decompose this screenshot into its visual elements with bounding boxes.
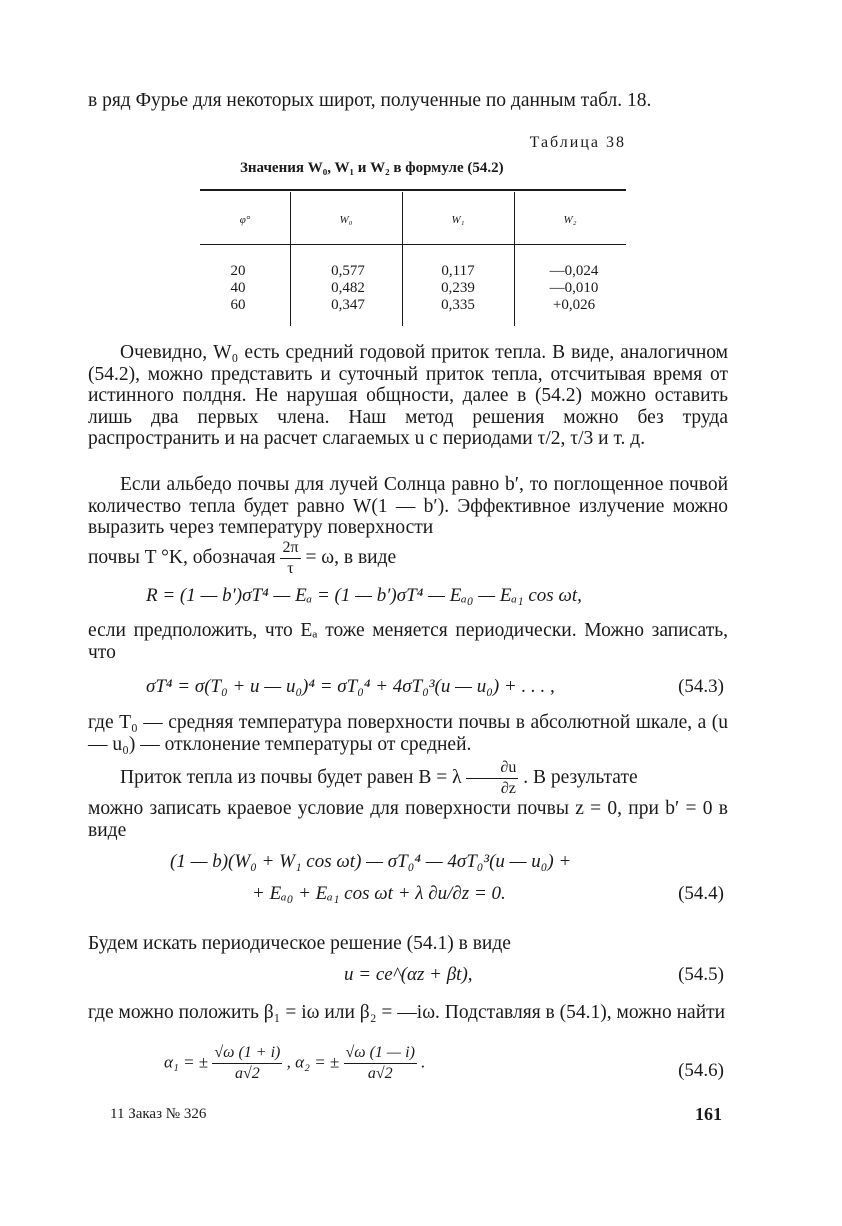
fraction-numerator: 2π xyxy=(280,540,300,559)
table-cell: 0,347 xyxy=(331,297,365,313)
paragraph-text: . В результате xyxy=(523,766,638,788)
fraction-numerator: ∂u xyxy=(466,760,518,779)
table-header-w2: W₂ xyxy=(563,214,577,226)
fraction-alpha1 xyxy=(212,1045,282,1082)
table-header-w1: W₁ xyxy=(451,214,465,226)
page-number: 161 xyxy=(695,1104,722,1124)
table-cell: 60 xyxy=(230,297,246,313)
fraction-numerator: √ω (1 + i) xyxy=(212,1045,282,1064)
paragraph-beta: где можно положить β₁ = iω или β₂ = —iω. Подставляя в (54.1), можно найти xyxy=(88,1002,726,1023)
paragraph-text: Приток тепла из почвы будет равен B = λ xyxy=(120,766,462,788)
fraction-denominator: ∂z xyxy=(500,780,516,797)
fraction-omega xyxy=(280,540,300,577)
equation-text: α₁ = ± xyxy=(164,1052,209,1072)
paragraph-text: = ω, в виде xyxy=(305,546,397,568)
paragraph-albedo: Если альбедо почвы для лучей Солнца равно b′, то поглощенное почвой количество тепла будет равно W(1 — b′). Эффективное излучение можно выразить через температуру поверхности xyxy=(88,474,728,538)
paragraph-w0: Очевидно, W₀ есть средний годовой приток тепла. В виде, аналогичном (54.2), можно представить и суточный приток тепла, отсчитывая время от истинного полдня. Не нарушая общности, далее в (54.2) можно оставить лишь два первых члена. Наш метод решения можно без труда распространить и на расчет слагаемых u с периодами τ/2, τ/3 и т. д. xyxy=(88,342,728,449)
intro-paragraph: в ряд Фурье для некоторых широт, полученные по данным табл. 18. xyxy=(88,90,652,111)
equation-54-5: u = ce^(αz + βt), xyxy=(344,964,473,985)
paragraph-albedo-end xyxy=(88,540,728,577)
fraction-du-dz xyxy=(466,760,518,797)
equation-text: . xyxy=(421,1052,426,1072)
equation-number: (54.6) xyxy=(678,1060,724,1081)
fraction-denominator: a√2 xyxy=(234,1065,260,1082)
table-top-rule xyxy=(200,189,626,191)
equation-54-3: σT⁴ = σ(T₀ + u — u₀)⁴ = σT₀⁴ + 4σT₀³(u — u₀) + . . . , xyxy=(146,676,555,697)
table-cell: 40 xyxy=(230,280,246,296)
table-cell: +0,026 xyxy=(552,297,596,313)
table-number: Таблица 38 xyxy=(529,134,626,151)
table-cell: —0,024 xyxy=(549,263,599,279)
equation-number: (54.5) xyxy=(678,964,724,985)
equation-number: (54.4) xyxy=(678,883,724,904)
table-header-w0: W₀ xyxy=(339,214,353,226)
equation-54-4-line2: + Eₐ₀ + Eₐ₁ cos ωt + λ ∂u/∂z = 0. xyxy=(252,883,506,904)
table-caption: Значения W₀, W₁ и W₂ в формуле (54.2) xyxy=(240,160,504,176)
paragraph-heatflow xyxy=(88,760,728,797)
table-cell: 0,117 xyxy=(441,263,475,279)
table-header-rule xyxy=(200,244,626,245)
fraction-alpha2 xyxy=(344,1045,417,1082)
equation-54-6 xyxy=(164,1045,425,1082)
paragraph-boundary: можно записать краевое условие для поверхности почвы z = 0, при b′ = 0 в виде xyxy=(88,798,728,841)
equation-number: (54.3) xyxy=(678,676,724,697)
table-cell: 0,482 xyxy=(331,280,365,296)
table-cell: 20 xyxy=(230,263,246,279)
table-cell: 0,239 xyxy=(441,280,475,296)
equation-text: , α₂ = ± xyxy=(286,1052,340,1072)
print-signature: 11 Заказ № 326 xyxy=(110,1106,207,1122)
equation-54-4-line1: (1 — b)(W₀ + W₁ cos ωt) — σT₀⁴ — 4σT₀³(u — u₀) + xyxy=(170,851,572,872)
fraction-numerator: √ω (1 — i) xyxy=(344,1045,417,1064)
paragraph-periodic-solution: Будем искать периодическое решение (54.1) в виде xyxy=(88,933,511,954)
paragraph-t0: где T₀ — средняя температура поверхности почвы в абсолютной шкале, а (u — u₀) — отклонение температуры от средней. xyxy=(88,712,728,755)
table-cell: 0,577 xyxy=(331,263,365,279)
paragraph-periodic: если предположить, что Eₐ тоже меняется периодически. Можно записать, что xyxy=(88,620,728,663)
equation-R: R = (1 — b′)σT⁴ — Eₐ = (1 — b′)σT⁴ — Eₐ₀ — Eₐ₁ cos ωt, xyxy=(146,585,582,606)
table-cell: 0,335 xyxy=(441,297,475,313)
paragraph-text: почвы T °K, обозначая xyxy=(88,546,276,568)
table-header-phi: φ° xyxy=(239,214,251,226)
table-cell: —0,010 xyxy=(549,280,599,296)
fraction-denominator: τ xyxy=(287,560,294,577)
fraction-denominator: a√2 xyxy=(367,1065,393,1082)
